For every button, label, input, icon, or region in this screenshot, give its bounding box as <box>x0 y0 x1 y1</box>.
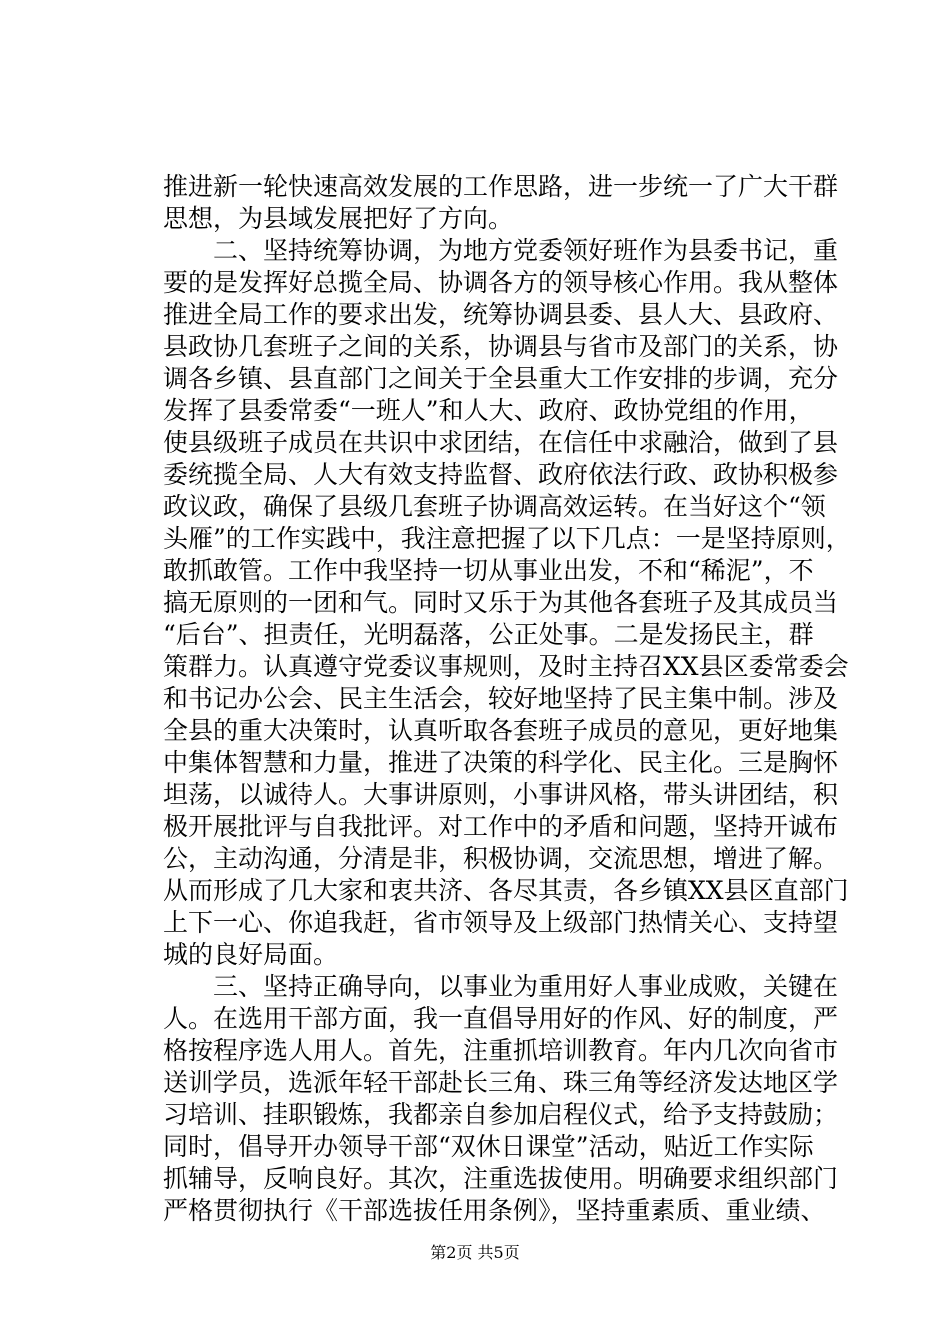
text-line: 推进新一轮快速高效发展的工作思路，进一步统一了广大干群 <box>163 172 839 201</box>
text-line: 人。在选用干部方面，我一直倡导用好的作风、好的制度，严 <box>163 1004 839 1033</box>
text-line: 送训学员，选派年轻干部赴长三角、珠三角等经济发达地区学 <box>163 1068 839 1097</box>
text-line: 三、坚持正确导向，以事业为重用好人事业成败，关键在 <box>163 972 839 1001</box>
text-line: 上下一心、你追我赶，省市领导及上级部门热情关心、支持望 <box>163 908 839 937</box>
text-line: 调各乡镇、县直部门之间关于全县重大工作安排的步调，充分 <box>163 364 839 393</box>
page-footer: 第2页 共5页 <box>430 1243 520 1262</box>
text-line: 抓辅导，反响良好。其次，注重选拔使用。明确要求组织部门 <box>163 1164 839 1193</box>
text-line: 头雁”的工作实践中，我注意把握了以下几点：一是坚持原则， <box>163 524 851 553</box>
text-line: 发挥了县委常委“一班人”和人大、政府、政协党组的作用， <box>163 396 814 425</box>
text-line: 极开展批评与自我批评。对工作中的矛盾和问题，坚持开诚布 <box>163 812 839 841</box>
text-line: 委统揽全局、人大有效支持监督、政府依法行政、政协积极参 <box>163 460 839 489</box>
text-line: 推进全局工作的要求出发，统筹协调县委、县人大、县政府、 <box>163 300 839 329</box>
text-line: 全县的重大决策时，认真听取各套班子成员的意见，更好地集 <box>163 716 839 745</box>
text-line: 中集体智慧和力量，推进了决策的科学化、民主化。三是胸怀 <box>163 748 839 777</box>
text-line: 和书记办公会、民主生活会，较好地坚持了民主集中制。涉及 <box>163 684 839 713</box>
text-line: 习培训、挂职锻炼，我都亲自参加启程仪式，给予支持鼓励； <box>163 1100 839 1129</box>
text-line: 二、坚持统筹协调，为地方党委领好班作为县委书记，重 <box>163 236 839 265</box>
text-line: 从而形成了几大家和衷共济、各尽其责，各乡镇XX县区直部门 <box>163 876 849 905</box>
text-line: 要的是发挥好总揽全局、协调各方的领导核心作用。我从整体 <box>163 268 839 297</box>
text-line: 严格贯彻执行《干部选拔任用条例》，坚持重素质、重业绩、 <box>163 1196 826 1225</box>
text-line: 政议政，确保了县级几套班子协调高效运转。在当好这个“领 <box>163 492 826 521</box>
text-line: 使县级班子成员在共识中求团结，在信任中求融洽，做到了县 <box>163 428 839 457</box>
text-line: 同时，倡导开办领导干部“双休日课堂”活动，贴近工作实际 <box>163 1132 814 1161</box>
text-line: 格按程序选人用人。首先，注重抓培训教育。年内几次向省市 <box>163 1036 839 1065</box>
text-line: “后台”、担责任，光明磊落，公正处事。二是发扬民主，群 <box>163 620 814 649</box>
document-body <box>163 171 851 1227</box>
text-line: 搞无原则的一团和气。同时又乐于为其他各套班子及其成员当 <box>163 588 839 617</box>
text-line: 坦荡，以诚待人。大事讲原则，小事讲风格，带头讲团结，积 <box>163 780 839 809</box>
text-line: 策群力。认真遵守党委议事规则，及时主持召XX县区委常委会 <box>163 652 849 681</box>
text-line: 思想，为县域发展把好了方向。 <box>163 204 514 233</box>
text-line: 公，主动沟通，分清是非，积极协调，交流思想，增进了解。 <box>163 844 839 873</box>
text-line: 城的良好局面。 <box>163 940 339 969</box>
text-line: 县政协几套班子之间的关系，协调县与省市及部门的关系，协 <box>163 332 839 361</box>
text-line: 敢抓敢管。工作中我坚持一切从事业出发，不和“稀泥”，不 <box>163 556 814 585</box>
